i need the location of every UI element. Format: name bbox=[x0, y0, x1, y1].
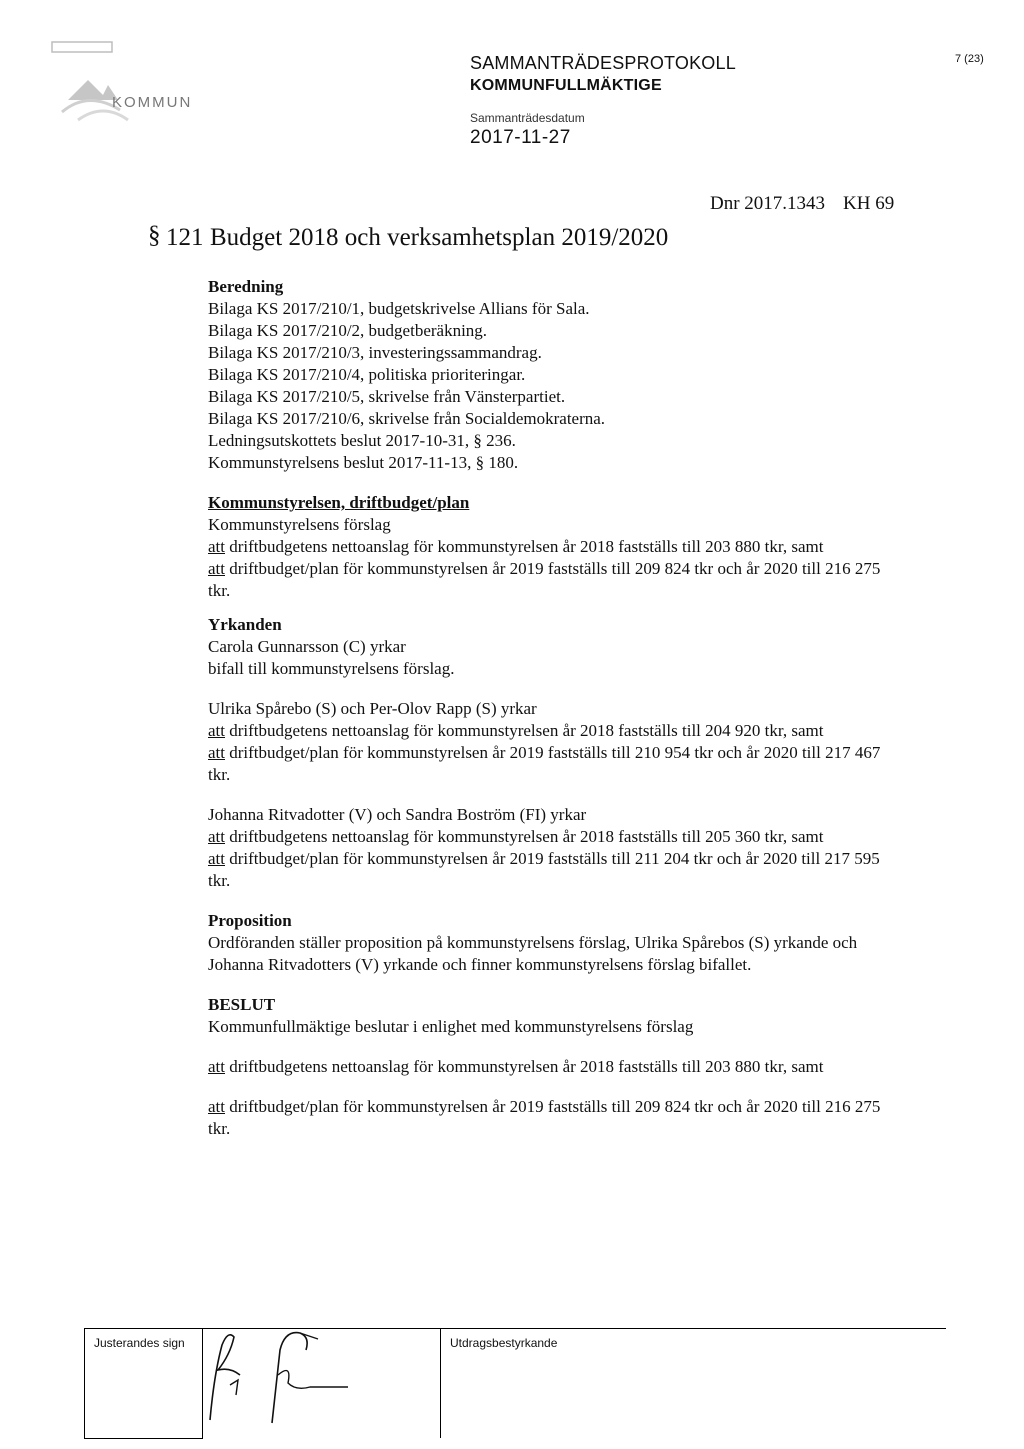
yrkande-s-text: driftbudgetens nettoanslag för kommunstyrelsen år 2018 fastställs till 204 920 tkr, samt bbox=[225, 721, 824, 740]
ks-forslag-item bbox=[208, 558, 888, 602]
beredning-item: Bilaga KS 2017/210/3, investeringssammandrag. bbox=[208, 343, 542, 362]
beslut-item bbox=[208, 1056, 888, 1078]
body-name: KOMMUNFULLMÄKTIGE bbox=[470, 77, 662, 94]
municipality-logo bbox=[48, 40, 218, 140]
ks-forslag-item bbox=[208, 536, 888, 558]
yrkanden-heading: Yrkanden bbox=[208, 615, 282, 634]
logo-text: KOMMUN bbox=[112, 94, 193, 111]
yrkande-v-text: driftbudget/plan för kommunstyrelsen år 2019 fastställs till 211 204 tkr och år 2020 till 217 595 tkr. bbox=[208, 849, 880, 890]
beredning-list bbox=[208, 298, 888, 474]
footer-divider bbox=[440, 1328, 441, 1438]
date-label: Sammanträdesdatum bbox=[470, 111, 585, 125]
protocol-body bbox=[208, 276, 888, 1140]
proposition-heading: Proposition bbox=[208, 911, 292, 930]
yrkande-carola-text: bifall till kommunstyrelsens förslag. bbox=[208, 659, 455, 678]
yrkande-carola: Carola Gunnarsson (C) yrkar bbox=[208, 637, 406, 656]
beslut-item bbox=[208, 1096, 888, 1140]
meeting-date: 2017-11-27 bbox=[470, 127, 571, 148]
att-marker: att bbox=[208, 1097, 225, 1116]
beslut-heading: BESLUT bbox=[208, 995, 276, 1014]
section-number: 121 bbox=[166, 224, 204, 251]
yrkande-s-item bbox=[208, 720, 888, 742]
att-marker: att bbox=[208, 1057, 225, 1076]
att-marker: att bbox=[208, 559, 225, 578]
signature-marks bbox=[200, 1325, 350, 1425]
beredning-item: Bilaga KS 2017/210/6, skrivelse från Socialdemokraterna. bbox=[208, 409, 606, 428]
beredning-heading: Beredning bbox=[208, 277, 284, 296]
att-marker: att bbox=[208, 537, 225, 556]
beredning-item: Bilaga KS 2017/210/4, politiska prioriteringar. bbox=[208, 365, 526, 384]
beredning-item: Ledningsutskottets beslut 2017-10-31, § 236. bbox=[208, 431, 516, 450]
justerandes-sign-label: Justerandes sign bbox=[94, 1336, 185, 1350]
att-marker: att bbox=[208, 849, 225, 868]
beredning-item: Bilaga KS 2017/210/2, budgetberäkning. bbox=[208, 321, 488, 340]
beslut-text: driftbudget/plan för kommunstyrelsen år 2019 fastställs till 209 824 tkr och år 2020 till 216 275 tkr. bbox=[208, 1097, 881, 1138]
beredning-item: Kommunstyrelsens beslut 2017-11-13, § 180. bbox=[208, 453, 519, 472]
dnr-reference: Dnr 2017.1343 bbox=[710, 193, 826, 214]
yrkande-s-item bbox=[208, 742, 888, 786]
yrkande-s-intro: Ulrika Spårebo (S) och Per-Olov Rapp (S) yrkar bbox=[208, 699, 537, 718]
ks-forslag-text: driftbudget/plan för kommunstyrelsen år 2019 fastställs till 209 824 tkr och år 2020 till 216 275 tkr. bbox=[208, 559, 881, 600]
ks-forslag-intro: Kommunstyrelsens förslag bbox=[208, 515, 391, 534]
beslut-intro: Kommunfullmäktige beslutar i enlighet med kommunstyrelsens förslag bbox=[208, 1017, 694, 1036]
page-number: 7 (23) bbox=[955, 53, 984, 65]
ks-forslag-text: driftbudgetens nettoanslag för kommunstyrelsen år 2018 fastställs till 203 880 tkr, samt bbox=[225, 537, 824, 556]
utdragsbestyrkande-label: Utdragsbestyrkande bbox=[450, 1336, 558, 1350]
yrkande-v-item bbox=[208, 826, 888, 848]
att-marker: att bbox=[208, 721, 225, 740]
beredning-item: Bilaga KS 2017/210/1, budgetskrivelse Allians för Sala. bbox=[208, 299, 590, 318]
protocol-title: SAMMANTRÄDESPROTOKOLL bbox=[470, 53, 736, 73]
att-marker: att bbox=[208, 743, 225, 762]
ks-forslag-heading: Kommunstyrelsen, driftbudget/plan bbox=[208, 493, 470, 512]
beredning-item: Bilaga KS 2017/210/5, skrivelse från Vänsterpartiet. bbox=[208, 387, 566, 406]
yrkande-v-text: driftbudgetens nettoanslag för kommunstyrelsen år 2018 fastställs till 205 360 tkr, samt bbox=[225, 827, 824, 846]
section-sign: § bbox=[148, 222, 161, 249]
yrkande-v-intro: Johanna Ritvadotter (V) och Sandra Boström (FI) yrkar bbox=[208, 805, 587, 824]
yrkande-s-text: driftbudget/plan för kommunstyrelsen år 2019 fastställs till 210 954 tkr och år 2020 till 217 467 tkr. bbox=[208, 743, 881, 784]
yrkande-v-item bbox=[208, 848, 888, 892]
section-title: Budget 2018 och verksamhetsplan 2019/2020 bbox=[210, 224, 669, 251]
att-marker: att bbox=[208, 827, 225, 846]
proposition-text: Ordföranden ställer proposition på kommunstyrelsens förslag, Ulrika Spårebos (S) yrkande och Johanna Ritvadotters (V) yrkande och finner kommunstyrelsens förslag bifallet. bbox=[208, 933, 858, 974]
kh-reference: KH 69 bbox=[843, 193, 895, 214]
beslut-text: driftbudgetens nettoanslag för kommunstyrelsen år 2018 fastställs till 203 880 tkr, samt bbox=[225, 1057, 824, 1076]
